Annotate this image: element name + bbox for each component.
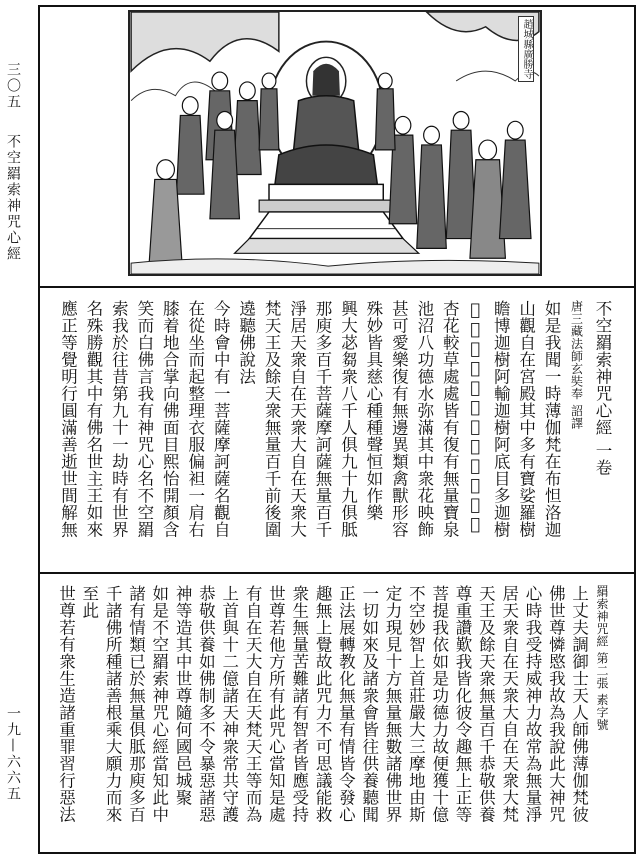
text-column: 膝着地合掌向佛面目熙怡開顏含	[160, 300, 180, 538]
text-column: 殊妙皆具慈心種種聲恒如作樂	[363, 300, 383, 521]
text-column: 正法展轉教化無量有情皆令發心	[336, 585, 356, 823]
text-column: 諸有情類已於無量俱胝那庾多百	[126, 585, 146, 823]
text-column: 上首與十二億諸天神衆常共守護	[219, 585, 239, 823]
text-column: 尊重讚歎我皆化彼令趣無上正等	[453, 585, 473, 823]
text-column: 杏花較草處處皆有復有無量寶泉	[440, 300, 460, 538]
text-column: 名殊勝觀其中有佛名世主王如來	[83, 300, 103, 538]
text-column: 上丈夫調御士天人師佛薄伽梵彼	[569, 585, 589, 823]
text-column: 如是不空羂索神咒心經當知此中	[149, 585, 169, 823]
text-column: 瞻博迦樹阿輸迦樹阿底目多迦樹	[491, 300, 511, 538]
text-column: 天王及餘天衆無量百千恭敬供養	[476, 585, 496, 823]
text-column: 今時會中有一菩薩摩訶薩名觀自	[211, 300, 231, 538]
text-column: 不空羂索神咒心經 一卷	[593, 300, 612, 476]
illustration-caption: 趙城縣廣勝寺	[518, 16, 534, 82]
text-column: 興大苾芻衆八千人俱九十九俱胝	[338, 300, 358, 538]
text-column: 如是我聞一時薄伽梵在布怛洛迦	[542, 300, 562, 538]
top-text-panel	[56, 300, 616, 562]
text-column: 不空妙智上首莊嚴大三摩地由斯	[406, 585, 426, 823]
text-column: 索我於往昔第九十一劫時有世界	[109, 300, 129, 538]
bottom-text-panel	[56, 585, 616, 843]
text-column: 心時我受持威神力故常為無量淨	[523, 585, 543, 823]
text-column: 千諸佛所種諸善根乘大願力而來	[103, 585, 123, 823]
text-column: 山觀自在宮殿其中多有寶娑羅樹	[516, 300, 536, 538]
text-column: 世尊若他方所有此咒心當知是處	[266, 585, 286, 823]
text-column: 恭敬供養如佛制多不令暴惡諸惡	[196, 585, 216, 823]
sutra-title: 不空羂索神咒心經	[5, 134, 21, 262]
illustration-drawing	[130, 12, 540, 274]
text-column: 甚可愛樂復有無邊異類禽獸形容	[389, 300, 409, 538]
text-column: 笑而白佛言我有神咒心名不空羂	[134, 300, 154, 538]
text-column: 世尊若有衆生造諸重罪習行惡法	[56, 585, 76, 823]
buddha-illustration	[128, 10, 542, 276]
text-column: 衆生無量苦難諸有智者皆應受持	[289, 585, 309, 823]
text-column: 菩提我依如是功德力故便獲十億	[429, 585, 449, 823]
section-number: 一九—六六五	[5, 706, 21, 802]
text-column: 定力現見十方無量無數諸佛世界	[383, 585, 403, 823]
text-column: 神等造其中世尊隨何國邑城聚	[173, 585, 193, 806]
text-column: 應正等覺明行圓滿善逝世間解無	[58, 300, 78, 538]
text-column: 梵天王及餘天衆無量百千前後圍	[262, 300, 282, 538]
text-column: 在從坐而起整理衣服偏袒一肩右	[185, 300, 205, 538]
text-column: 佛世尊憐愍我故為我說此大神咒	[546, 585, 566, 823]
page-number: 三〇五	[5, 62, 21, 110]
text-column: 趣無上覺故此咒力不可思議能救	[313, 585, 333, 823]
text-column: 𮏷樹復有無量寶樹周匝莊嚴	[465, 300, 485, 534]
divider-line	[38, 286, 636, 288]
text-column: 遶聽佛說法	[236, 300, 256, 385]
text-column: 一切如來及諸衆會皆往供養聽聞	[359, 585, 379, 823]
text-column: 有自在天大自在天梵天王等而為	[243, 585, 263, 823]
text-column: 唐三藏法師玄奘奉 詔譯	[569, 300, 584, 430]
divider-line	[38, 572, 636, 574]
text-column: 至此	[79, 585, 99, 619]
text-column: 居天衆自在天衆大自在天衆大梵	[499, 585, 519, 823]
text-column: 池沼八功德水弥滿其中衆花映飾	[414, 300, 434, 538]
text-column: 那庾多百千菩薩摩訶薩無量百千	[313, 300, 333, 538]
text-column: 淨居天衆自在天衆大自在天衆大	[287, 300, 307, 538]
text-column: 羂索神咒經 第二張 素字號	[595, 585, 609, 732]
